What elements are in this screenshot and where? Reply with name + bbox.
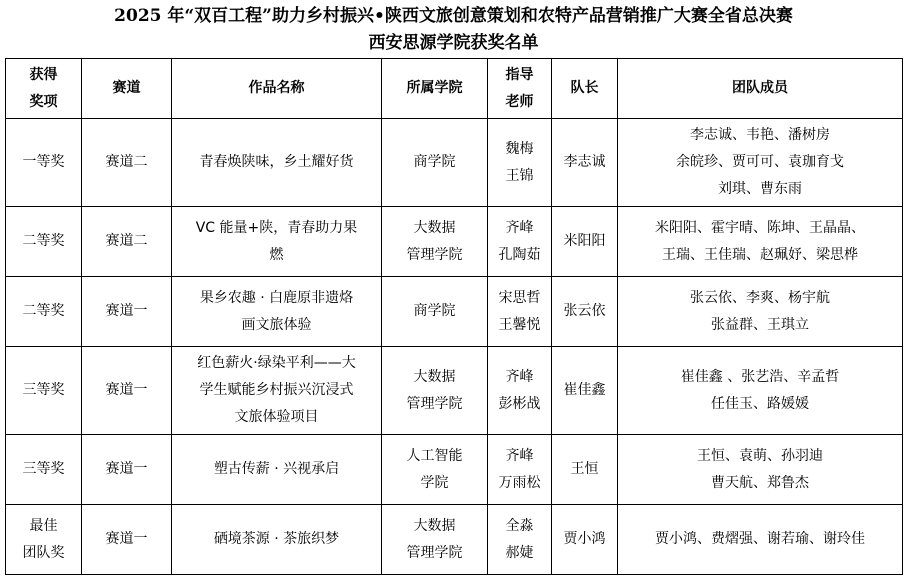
advisor-name: 万雨松 (498, 474, 541, 491)
leader-cell: 王恒 (552, 435, 618, 505)
award-cell (6, 505, 82, 575)
members-line: 米阳阳、霍宇晴、陈坤、王晶晶、 (655, 219, 865, 236)
leader-cell: 张云依 (552, 277, 618, 347)
work-line: 硒境茶源 · 茶旅织梦 (213, 531, 340, 547)
advisor-cell (488, 505, 552, 575)
college-line: 商学院 (413, 154, 456, 170)
members-cell (618, 277, 903, 347)
work-line: 果乡农趣 · 白鹿原非遗烙 (199, 289, 354, 306)
table-row (6, 505, 903, 575)
track-cell: 赛道一 (82, 435, 172, 505)
header-award-line: 获得 (29, 66, 58, 83)
header-row (6, 59, 903, 119)
advisor-name: 全淼 (505, 517, 534, 534)
college-cell (382, 277, 488, 347)
members-cell (618, 207, 903, 277)
members-cell (618, 347, 903, 435)
track-cell: 赛道二 (82, 119, 172, 207)
members-line: 张益群、王琪立 (711, 316, 809, 333)
work-line: 文旅体验项目 (234, 409, 319, 425)
table-row (6, 207, 903, 277)
leader-cell: 米阳阳 (552, 207, 618, 277)
track-cell: 赛道二 (82, 207, 172, 277)
college-line: 管理学院 (406, 544, 463, 561)
work-line: 画文旅体验 (241, 316, 312, 333)
work-line: 红色薪火·绿染平利——大 (197, 355, 356, 371)
work-cell (172, 277, 382, 347)
work-line: 燃 (269, 246, 284, 263)
advisor-cell (488, 119, 552, 207)
college-line: 大数据 (413, 219, 456, 236)
advisor-name: 王锦 (505, 167, 534, 184)
advisor-name: 郝婕 (505, 544, 534, 561)
work-cell (172, 347, 382, 435)
college-cell (382, 347, 488, 435)
award-cell: 二等奖 (6, 277, 82, 347)
college-cell (382, 505, 488, 575)
table-row (6, 347, 903, 435)
members-cell (618, 119, 903, 207)
advisor-cell (488, 207, 552, 277)
document-subtitle: 西安思源学院获奖名单 (368, 33, 539, 53)
college-line: 商学院 (413, 303, 456, 319)
advisor-name: 孔陶茹 (498, 246, 541, 263)
members-line: 任佳玉、路媛媛 (711, 395, 809, 412)
college-line: 大数据 (413, 368, 456, 385)
track-cell: 赛道一 (82, 505, 172, 575)
college-line: 管理学院 (406, 246, 463, 263)
header-leader: 队长 (552, 59, 618, 119)
award-cell: 一等奖 (6, 119, 82, 207)
advisor-name: 齐峰 (505, 219, 534, 236)
document-title: 2025 年“双百工程”助力乡村振兴•陕西文旅创意策划和农特产品营销推广大赛全省总决赛 (114, 6, 793, 26)
header-advisor-line: 指导 (505, 66, 534, 83)
award-table (5, 58, 903, 575)
members-line: 余皖珍、贾可可、袁珈育戈 (676, 154, 844, 170)
track-cell: 赛道一 (82, 347, 172, 435)
header-work: 作品名称 (172, 59, 382, 119)
header-award-line: 奖项 (29, 93, 58, 110)
header-advisor-line: 老师 (505, 93, 534, 110)
header-award (6, 59, 82, 119)
members-cell (618, 505, 903, 575)
advisor-name: 彭彬战 (498, 395, 541, 412)
advisor-cell (488, 277, 552, 347)
work-line: VC 能量+陕，青春助力果 (195, 219, 358, 236)
members-line: 曹天航、郑鲁杰 (711, 474, 809, 491)
members-line: 王恒、袁萌、孙羽迪 (697, 447, 823, 464)
college-cell (382, 119, 488, 207)
header-college: 所属学院 (382, 59, 488, 119)
advisor-name: 王馨悦 (498, 316, 541, 333)
award-cell: 三等奖 (6, 435, 82, 505)
track-cell: 赛道一 (82, 277, 172, 347)
work-cell (172, 119, 382, 207)
college-line: 大数据 (413, 517, 456, 534)
advisor-name: 齐峰 (505, 447, 534, 464)
header-track: 赛道 (82, 59, 172, 119)
advisor-name: 魏梅 (505, 140, 534, 157)
work-line: 塑古传薪 · 兴视承启 (213, 461, 340, 477)
college-line: 人工智能 (406, 447, 463, 464)
work-cell (172, 505, 382, 575)
members-cell (618, 435, 903, 505)
table-row (6, 119, 903, 207)
advisor-cell (488, 347, 552, 435)
leader-cell: 李志诚 (552, 119, 618, 207)
members-line: 李志诚、韦艳、潘树房 (690, 127, 830, 143)
table-row (6, 277, 903, 347)
members-line: 张云依、李爽、杨宇航 (690, 289, 830, 306)
advisor-name: 齐峰 (505, 368, 534, 385)
work-line: 学生赋能乡村振兴沉浸式 (199, 382, 354, 398)
members-line: 崔佳鑫 、张艺浩、辛孟哲 (680, 368, 840, 385)
header-members: 团队成员 (618, 59, 903, 119)
college-cell (382, 207, 488, 277)
advisor-name: 宋思哲 (498, 289, 541, 306)
college-line: 学院 (420, 474, 449, 491)
members-line: 刘琪、曹东雨 (718, 181, 802, 197)
members-line: 贾小鸿、费熠强、谢若瑜、谢玲佳 (655, 531, 865, 547)
table-row (6, 435, 903, 505)
college-cell (382, 435, 488, 505)
work-cell (172, 207, 382, 277)
members-line: 王瑞、王佳瑞、赵珮妤、梁思桦 (662, 246, 858, 263)
leader-cell: 崔佳鑫 (552, 347, 618, 435)
award-line: 最佳 (29, 517, 58, 534)
advisor-cell (488, 435, 552, 505)
award-cell: 三等奖 (6, 347, 82, 435)
leader-cell: 贾小鸿 (552, 505, 618, 575)
work-line: 青春焕陕味，乡土耀好货 (199, 154, 354, 170)
college-line: 管理学院 (406, 395, 463, 412)
work-cell (172, 435, 382, 505)
header-advisor (488, 59, 552, 119)
award-line: 团队奖 (22, 544, 65, 561)
award-cell: 二等奖 (6, 207, 82, 277)
